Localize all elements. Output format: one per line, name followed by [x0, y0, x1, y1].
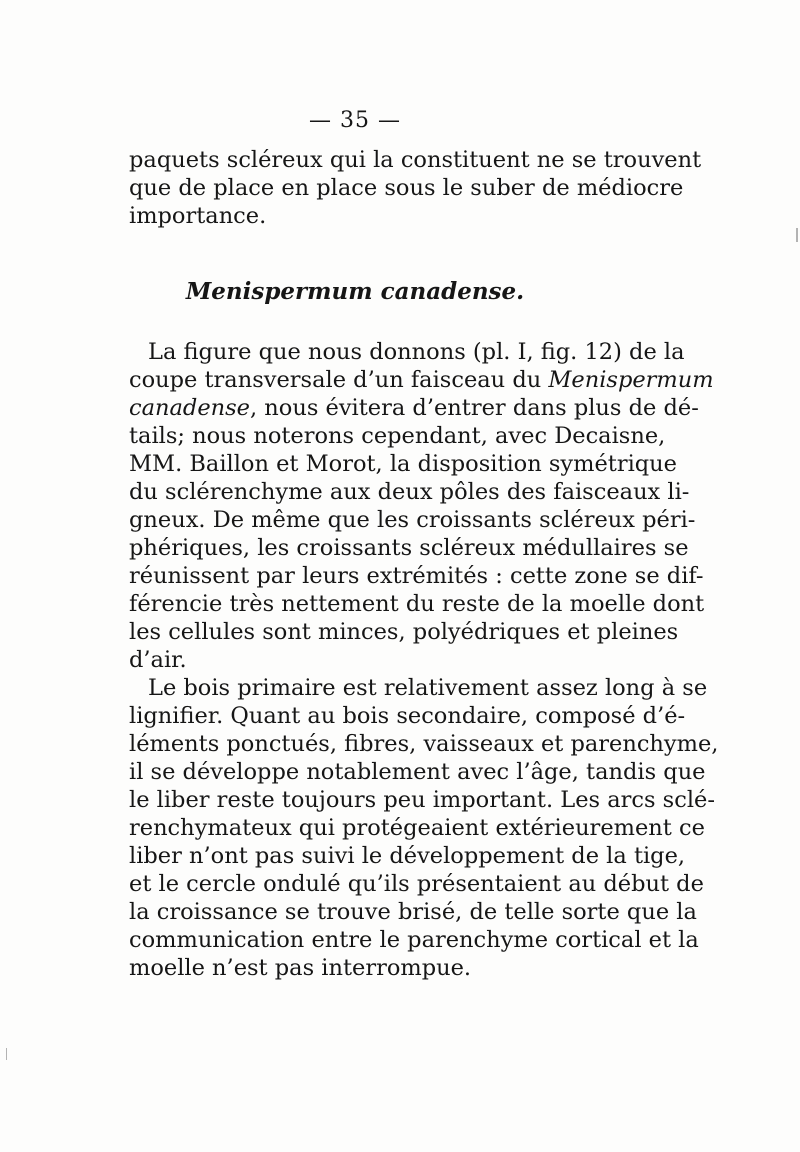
- text-line: réunissent par leurs extrémités : cette zone se dif-: [129, 563, 704, 589]
- text-span: coupe transversale d’un faisceau du: [129, 367, 549, 393]
- text-line: liber n’ont pas suivi le développement de la tige,: [129, 843, 686, 869]
- text-line: [129, 366, 714, 394]
- text-line: que de place en place sous le suber de médiocre: [129, 175, 684, 201]
- text-line: et le cercle ondulé qu’ils présentaient au début de: [129, 871, 704, 897]
- text-line: d’air.: [129, 647, 187, 673]
- italic-term: Menispermum: [548, 367, 714, 393]
- text-line: La figure que nous donnons (pl. I, fig. 12) de la: [148, 339, 685, 365]
- text-line: lignifier. Quant au bois secondaire, composé d’é-: [129, 703, 686, 729]
- text-line: moelle n’est pas interrompue.: [129, 955, 472, 981]
- scan-mark: [6, 1048, 7, 1060]
- text-line: renchymateux qui protégeaient extérieurement ce: [129, 815, 705, 841]
- text-line: du sclérenchyme aux deux pôles des faisceaux li-: [129, 479, 690, 505]
- text-line: paquets scléreux qui la constituent ne se trouvent: [129, 147, 702, 173]
- text-line: le liber reste toujours peu important. Les arcs sclé-: [129, 787, 715, 813]
- section-heading: Menispermum canadense.: [185, 278, 525, 305]
- scan-mark: [796, 228, 798, 242]
- text-line: Le bois primaire est relativement assez long à se: [148, 675, 708, 701]
- italic-term: canadense: [129, 395, 250, 421]
- text-line: importance.: [129, 203, 267, 229]
- text-line: [129, 394, 699, 422]
- text-line: communication entre le parenchyme cortical et la: [129, 927, 699, 953]
- page-number: — 35 —: [309, 108, 401, 133]
- text-span: , nous évitera d’entrer dans plus de dé-: [250, 395, 699, 421]
- text-line: tails; nous noterons cependant, avec Decaisne,: [129, 423, 666, 449]
- text-line: MM. Baillon et Morot, la disposition symétrique: [129, 451, 677, 477]
- text-line: la croissance se trouve brisé, de telle sorte que la: [129, 899, 697, 925]
- text-line: léments ponctués, fibres, vaisseaux et parenchyme,: [129, 731, 719, 757]
- text-line: il se développe notablement avec l’âge, tandis que: [129, 759, 706, 785]
- text-line: gneux. De même que les croissants scléreux péri-: [129, 507, 696, 533]
- text-line: les cellules sont minces, polyédriques et pleines: [129, 619, 679, 645]
- text-line: férencie très nettement du reste de la moelle dont: [129, 591, 705, 617]
- text-line: phériques, les croissants scléreux médullaires se: [129, 535, 689, 561]
